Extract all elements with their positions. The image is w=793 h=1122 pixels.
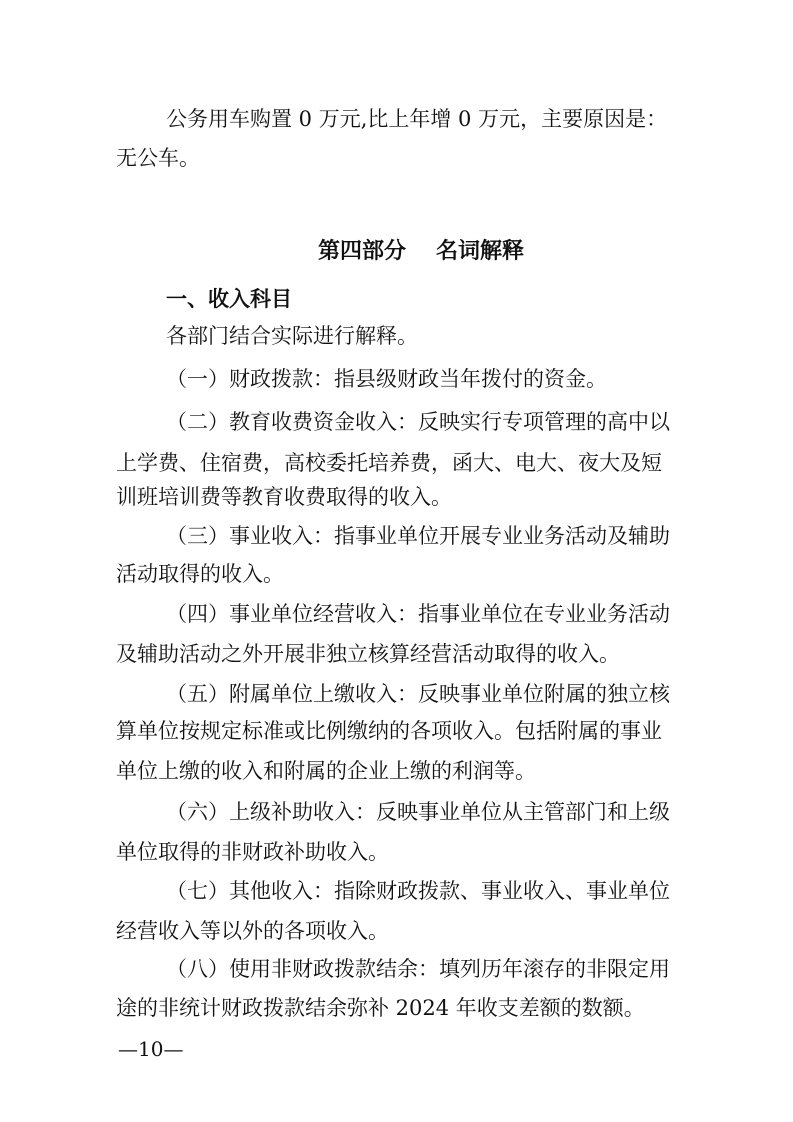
paragraph-line: （六）上级补助收入：反映事业单位从主管部门和上级 (166, 800, 670, 824)
page-number: —10— (118, 1037, 184, 1061)
paragraph-line: 各部门结合实际进行解释。 (166, 324, 418, 348)
paragraph-line: （八）使用非财政拨款结余：填列历年滚存的非限定用 (166, 957, 670, 981)
paragraph-line: （一）财政拨款：指县级财政当年拨付的资金。 (166, 367, 607, 391)
paragraph-line: （五）附属单位上缴收入：反映事业单位附属的独立核 (166, 682, 670, 706)
paragraph-line: （四）事业单位经营收入：指事业单位在专业业务活动 (166, 602, 670, 626)
section-title-part: 第四部分 (318, 239, 407, 264)
section-title-name: 名词解释 (436, 239, 525, 264)
paragraph-line: 及辅助活动之外开展非独立核算经营活动取得的收入。 (116, 642, 620, 666)
paragraph-line: （二）教育收费资金收入：反映实行专项管理的高中以 (166, 410, 670, 434)
subsection-heading: 一、收入科目 (166, 287, 292, 311)
paragraph-line: 训班培训费等教育收费取得的收入。 (116, 485, 452, 509)
paragraph-line: （三）事业收入：指事业单位开展专业业务活动及辅助 (166, 524, 670, 548)
paragraph-line: 单位取得的非财政补助收入。 (116, 840, 389, 864)
paragraph-line: 途的非统计财政拨款结余弥补 2024 年收支差额的数额。 (116, 996, 645, 1020)
paragraph-line: 算单位按规定标准或比例缴纳的各项收入。包括附属的事业 (116, 719, 662, 743)
intro-line-2: 无公车。 (116, 146, 200, 170)
paragraph-line: 活动取得的收入。 (116, 562, 284, 586)
intro-line-1: 公务用车购置 0 万元,比上年增 0 万元，主要原因是： (166, 107, 668, 131)
paragraph-line: （七）其他收入：指除财政拨款、事业收入、事业单位 (166, 879, 670, 903)
paragraph-line: 上学费、住宿费，高校委托培养费，函大、电大、夜大及短 (116, 451, 662, 475)
paragraph-line: 单位上缴的收入和附属的企业上缴的利润等。 (116, 759, 536, 783)
paragraph-line: 经营收入等以外的各项收入。 (116, 919, 389, 943)
